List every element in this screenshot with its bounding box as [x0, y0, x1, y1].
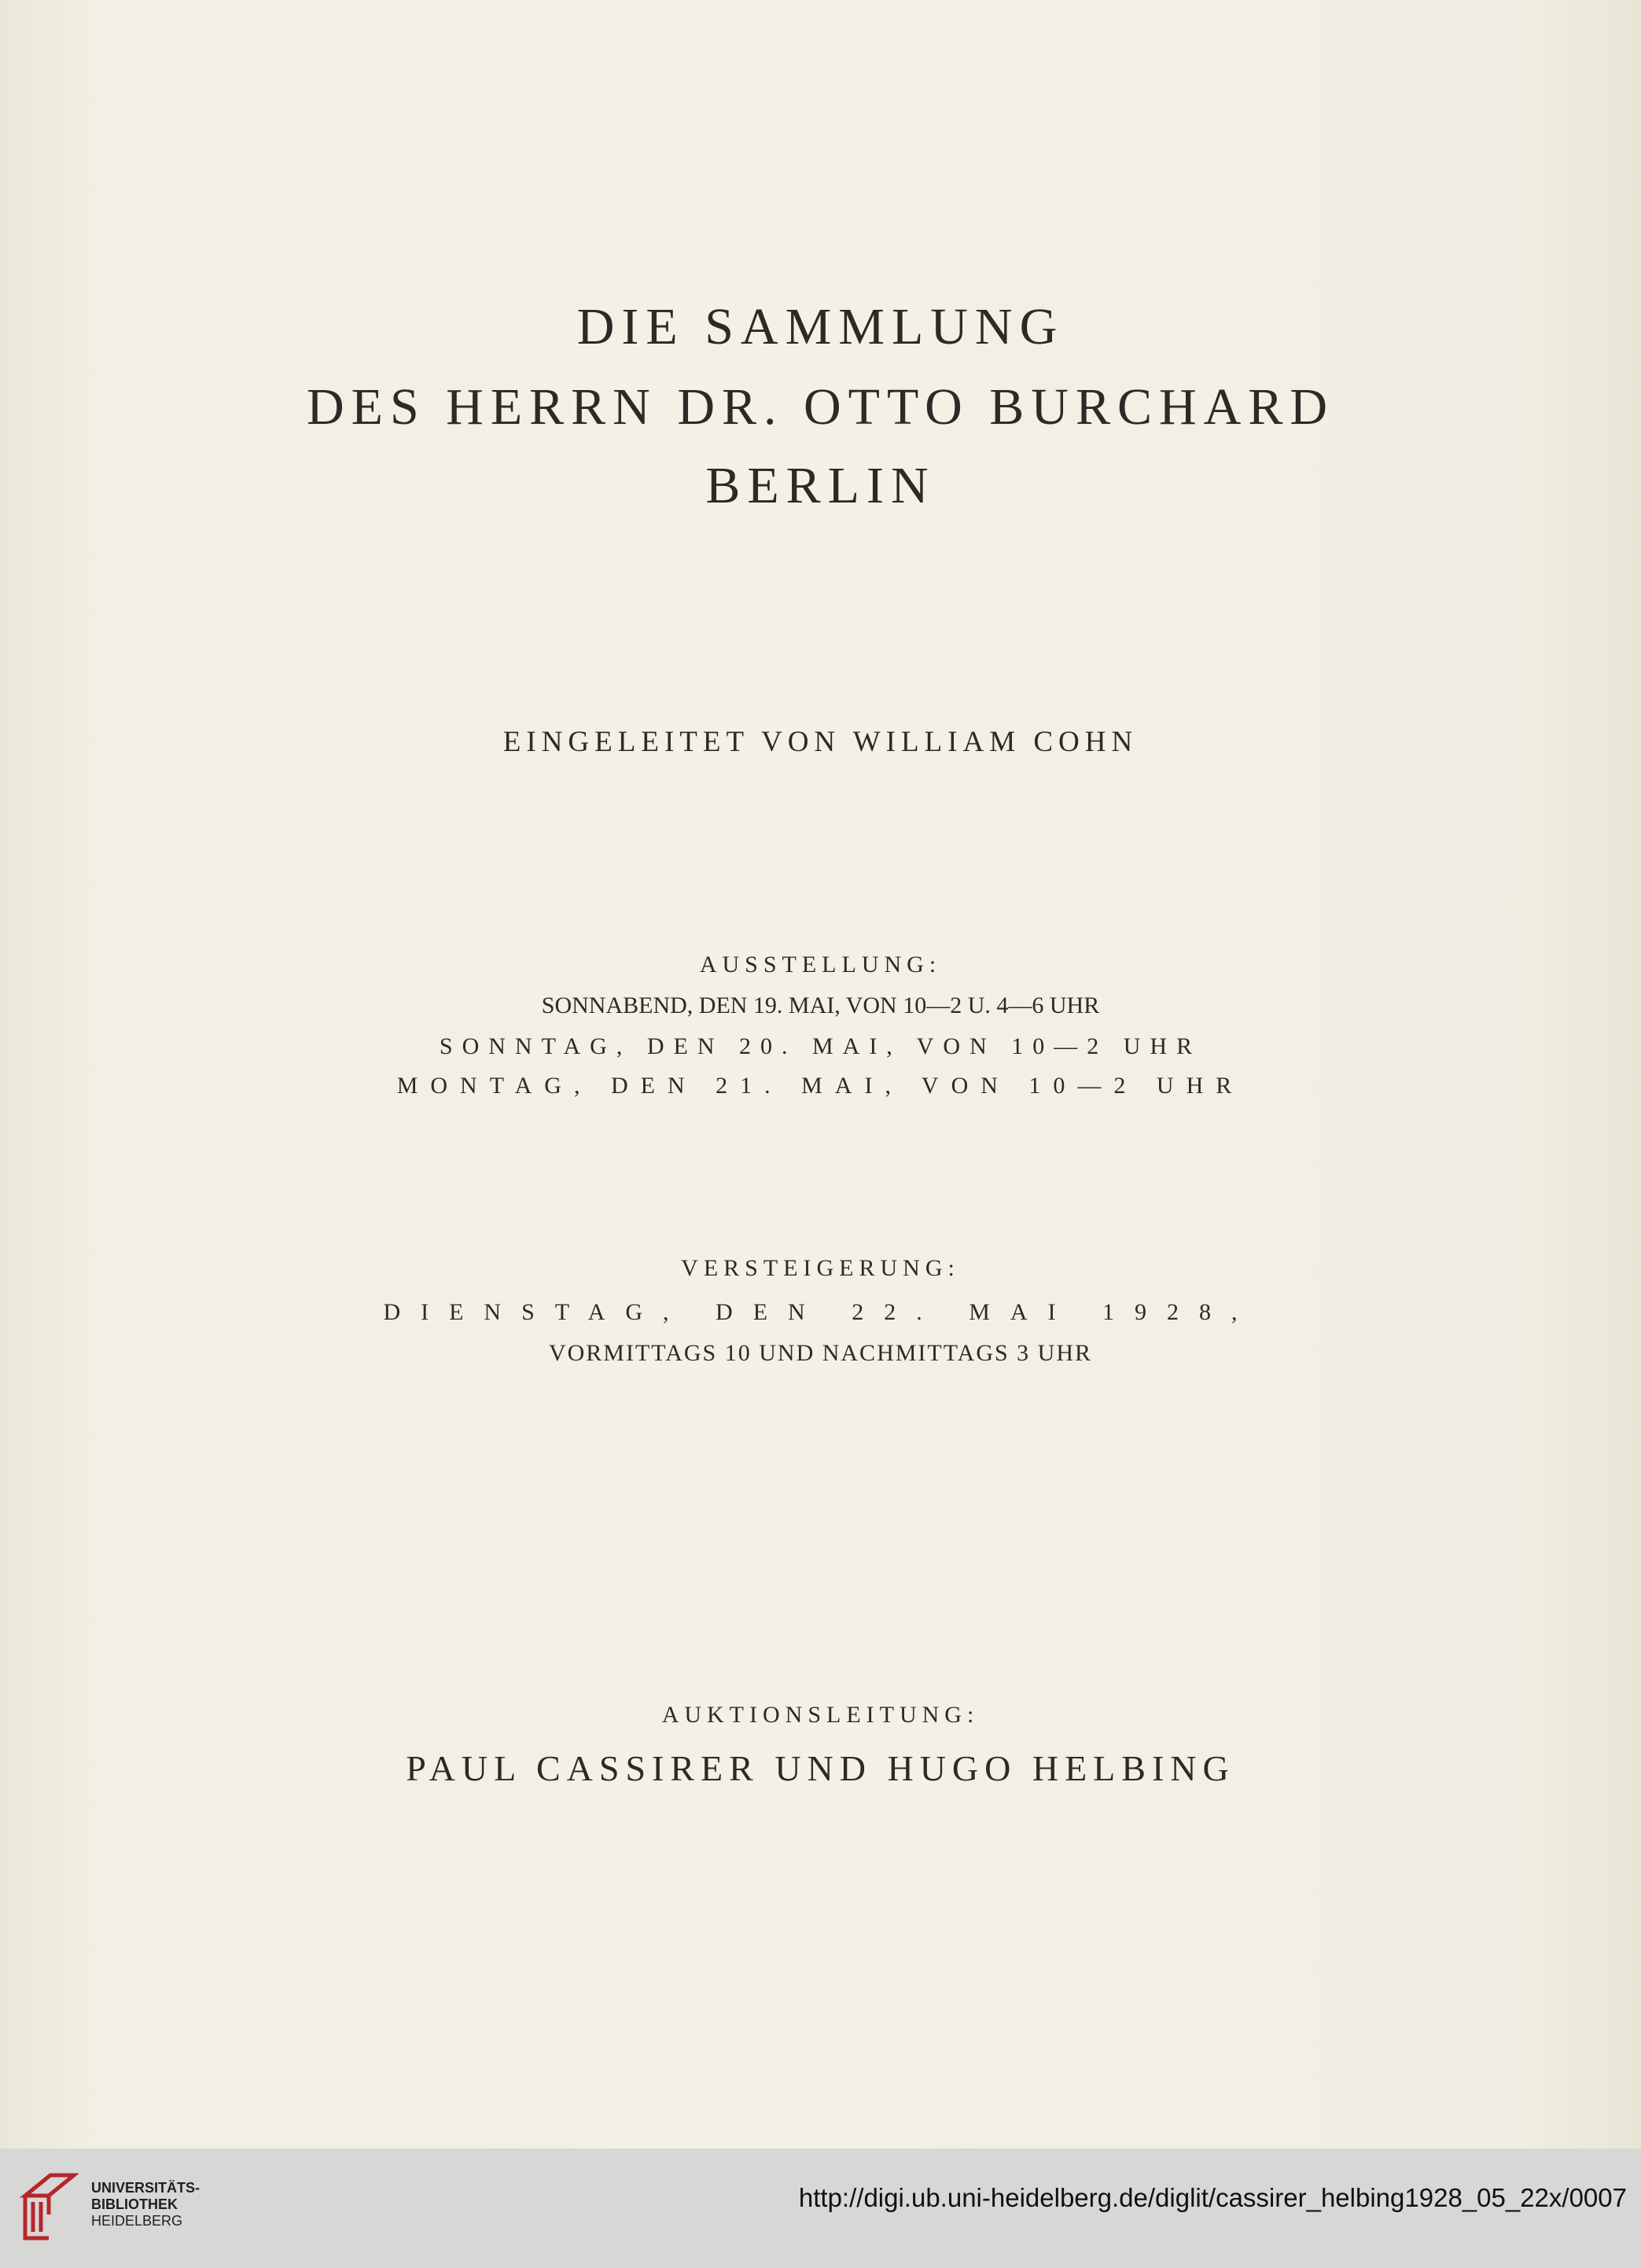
title-line-3: BERLIN [705, 457, 936, 514]
digitization-footer [0, 2148, 1641, 2268]
library-name-line-2: BIBLIOTHEK [91, 2196, 178, 2212]
auction-houses: PAUL CASSIRER UND HUGO HELBING [406, 1748, 1235, 1788]
exhibition-date-2: SONNTAG, DEN 20. MAI, VON 10—2 UHR [439, 1033, 1202, 1059]
title-line-2: DES HERRN DR. OTTO BURCHARD [306, 378, 1335, 436]
library-name-line-1: UNIVERSITÄTS- [91, 2180, 201, 2196]
title-line-1: DIE SAMMLUNG [576, 298, 1065, 355]
library-logo-icon [17, 2166, 79, 2244]
management-label: AUKTIONSLEITUNG: [661, 1702, 980, 1728]
exhibition-label: AUSSTELLUNG: [699, 952, 942, 978]
exhibition-date-3: MONTAG, DEN 21. MAI, VON 10—2 UHR [396, 1073, 1245, 1099]
exhibition-date-1: SONNABEND, DEN 19. MAI, VON 10—2 U. 4—6 UHR [541, 992, 1100, 1018]
library-name-line-3: HEIDELBERG [91, 2213, 183, 2229]
library-name [91, 2180, 200, 2229]
auction-label: VERSTEIGERUNG: [681, 1255, 960, 1281]
introduction-credit: EINGELEITET VON WILLIAM COHN [502, 726, 1139, 758]
auction-times: VORMITTAGS 10 UND NACHMITTAGS 3 UHR [548, 1340, 1093, 1366]
auction-date: DIENSTAG, DEN 22. MAI 1928, [383, 1299, 1258, 1325]
permalink-url[interactable]: http://digi.ub.uni-heidelberg.de/diglit/cassirer_helbing1928_05_22x/0007 [798, 2183, 1627, 2212]
